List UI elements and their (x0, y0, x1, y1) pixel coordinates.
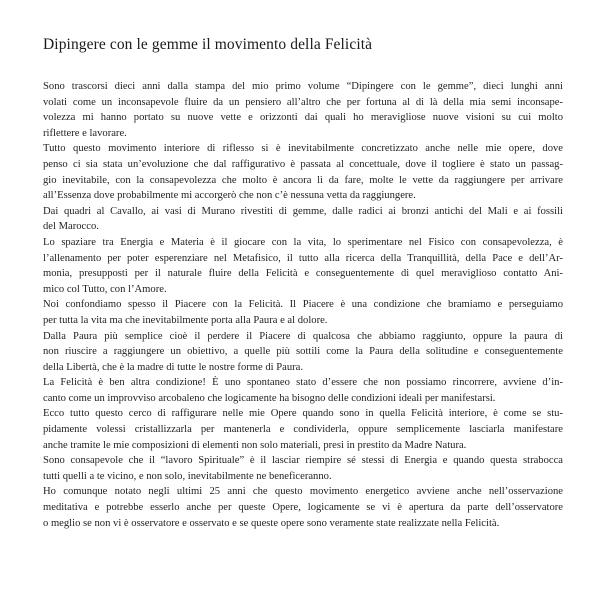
text-line: del Marocco. (43, 221, 99, 233)
text-line: Dalla Paura più semplice cioè il perdere il Piacere di qualcosa che abbiamo raggiunto, oppure la paura di (43, 330, 563, 342)
text-line: canto come un improvviso arcobaleno che logicamente ha bisogno delle condizioni ideali per manifestarsi. (43, 392, 496, 404)
text-line: meditativa e potrebbe esserlo anche per queste Opere, logicamente se vi è apertura da parte dell’osservatore (43, 502, 563, 514)
text-line: tutti quelli a te vicino, e non solo, inevitabilmente ne beneficeranno. (43, 470, 332, 482)
text-line: della Libertà, che è la madre di tutte le nostre forme di Paura. (43, 361, 304, 373)
text-line: Tutto questo movimento interiore di riflesso si è inevitabilmente concretizzato anche nelle mie opere, dove (43, 143, 563, 155)
text-line: volezza mi hanno portato su nuove vette e orizzonti dai quali ho meravigliose nuove visioni su cui molto (43, 112, 563, 124)
text-line: La Felicità è ben altra condizione! È uno spontaneo stato d’essere che non possiamo rincorrere, avviene d’in- (43, 377, 563, 389)
body-text (43, 79, 563, 531)
text-line: l’allenamento per poter esperenziare nel Metafisico, il tutto alla ricerca della Tranquillità, della Pace e dell’Ar- (43, 252, 563, 264)
text-line: Ho comunque notato negli ultimi 25 anni che questo movimento energetico avviene anche nell’osservazione (43, 486, 563, 498)
text-line: Sono consapevole che il “lavoro Spirituale” è il lasciar riempire sé stessi di Energia e quando questa strabocca (43, 455, 563, 467)
text-line: riflettere e lavorare. (43, 127, 127, 139)
text-line: Sono trascorsi dieci anni dalla stampa del mio primo volume “Dipingere con le gemme”, dieci lunghi anni (43, 81, 563, 92)
text-line: non riuscire a raggiungere un obiettivo, a quelle più sottili come la Paura della solitudine e conseguentemente (43, 346, 563, 358)
text-line: Dai quadri al Cavallo, ai vasi di Murano rivestiti di gemme, dalle radici ai bronzi antichi del Mali e ai fossili (43, 205, 563, 217)
text-line: o meglio se non vi è osservatore e osservato e se queste opere sono veramente state realizzate nella Felicità. (43, 517, 500, 529)
text-line: monia, presupposti per il naturale fluire della Felicità e conseguentemente di quel meraviglioso contatto Ani- (43, 268, 563, 280)
page-title: Dipingere con le gemme il movimento della Felicità (43, 36, 373, 53)
text-line: gio inevitabile, con la consapevolezza che molto è ancora lì da fare, molte le vette da raggiungere per arrivare (43, 174, 563, 186)
text-line: Lo spaziare tra Energia e Materia è il giocare con la vita, lo sperimentare nel Fisico con consapevolezza, è (43, 236, 563, 248)
text-line: Ecco tutto questo cerco di raffigurare nelle mie Opere quando sono in quella Felicità interiore, è come se stu- (43, 408, 563, 420)
text-line: pidamente volessi cristallizzarla per mantenerla e condividerla, oppure semplicemente lasciarla manifestare (43, 424, 563, 436)
text-line: anche tramite le mie composizioni di elementi non solo materiali, presi in prestito da Madre Natura. (43, 439, 467, 451)
text-line: volati come un inconsapevole fluire da un pensiero all’altro che per fortuna al di là della mia semi inconsape- (43, 96, 563, 108)
text-line: all’Essenza dove probabilmente mi accorgerò che non c’è nessuna vetta da raggiungere. (43, 190, 416, 202)
text-line: mico col Tutto, con l’Amore. (43, 283, 167, 295)
text-line: per tutta la vita ma che inevitabilmente porta alla Paura e al dolore. (43, 314, 328, 326)
text-line: penso ci sia stata un’evoluzione che dal raffigurativo è passata al concettuale, dove il togliere è stato un passag- (43, 158, 563, 170)
text-line: Noi confondiamo spesso il Piacere con la Felicità. Il Piacere è una condizione che bramiamo e perseguiamo (43, 299, 563, 311)
